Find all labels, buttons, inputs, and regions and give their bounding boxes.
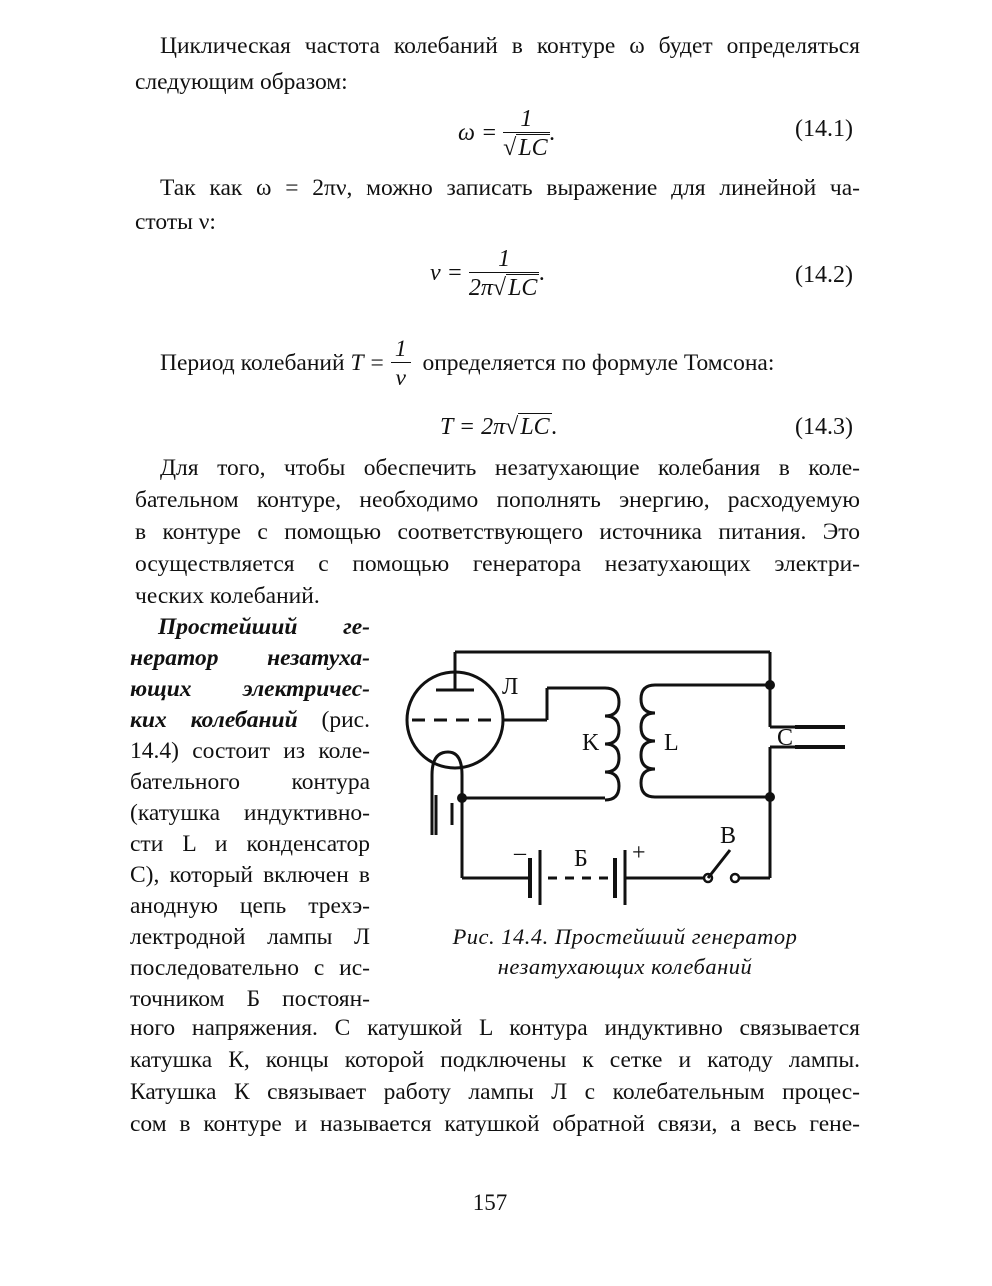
- column-line: анодную цепь трехэ-: [130, 893, 370, 919]
- junction-dot: [765, 792, 775, 802]
- column-line: бательного контура: [130, 769, 370, 795]
- column-line: ющих электричес-: [130, 676, 370, 702]
- numerator: 1: [469, 246, 540, 273]
- column-line: точником Б постоян-: [130, 986, 370, 1012]
- junction-dot: [457, 793, 467, 803]
- equation-number: (14.3): [795, 414, 853, 440]
- text-line: сом в контуре и называется катушкой обратной связи, а весь гене-: [130, 1111, 860, 1137]
- equation-number: (14.1): [795, 116, 853, 142]
- column-line: сти L и конденсатор: [130, 831, 370, 857]
- column-line: лектродной лампы Л: [130, 924, 370, 950]
- text-line: ного напряжения. С катушкой L контура индуктивно связывается: [130, 1015, 860, 1041]
- switch-contact: [731, 874, 739, 882]
- figure-caption: незатухающих колебаний: [497, 954, 753, 979]
- period-line: Период колебаний T = $\frac{1}{\nu}$ определяется по формуле Томсона:: [160, 336, 775, 391]
- coil-k: [605, 688, 619, 800]
- page-number: 157: [472, 1190, 508, 1215]
- numerator: 1: [503, 106, 550, 133]
- equation-lhs: ν =: [430, 260, 463, 287]
- paragraph-line: в контуре с помощью соответствующего источника питания. Это: [135, 519, 860, 545]
- equation-14-2: ν = $\frac{1}{2\pi√LC}$ .: [430, 246, 546, 301]
- column-line: нератор незатуха-: [130, 645, 370, 671]
- fraction: [469, 246, 540, 303]
- column-line: (катушка индуктивно-: [130, 800, 370, 826]
- label-coil-k: K: [582, 730, 600, 756]
- label-lamp: Л: [502, 674, 519, 700]
- denominator: 2π√LC: [468, 275, 538, 301]
- column-line: ких колебаний (рис.: [130, 707, 370, 733]
- text-line: катушка К, концы которой подключены к сетке и катоду лампы.: [130, 1047, 860, 1073]
- label-switch: В: [720, 823, 737, 849]
- text-line: стоты ν:: [135, 209, 216, 235]
- text-line: Циклическая частота колебаний в контуре ω будет определяться: [160, 33, 860, 59]
- paragraph-line: ческих колебаний.: [135, 583, 320, 609]
- equation-14-1: ω = $\frac{1}{√LC}$ .: [458, 106, 556, 161]
- equation-14-3: T = 2π√LC.: [440, 414, 558, 440]
- column-line: 14.4) состоит из коле-: [130, 738, 370, 764]
- text-line: следующим образом:: [135, 69, 348, 95]
- column-line: последовательно с ис-: [130, 955, 370, 981]
- equation-lhs: ω =: [458, 120, 498, 147]
- equation-number: (14.2): [795, 262, 853, 288]
- label-coil-l: L: [664, 730, 679, 756]
- coil-l: [641, 685, 655, 797]
- junction-dot: [765, 680, 775, 690]
- fraction: [503, 106, 550, 163]
- switch-blade: [708, 850, 730, 878]
- figure-caption: Рис. 14.4. Простейший генератор: [452, 924, 798, 949]
- paragraph-line: бательном контуре, необходимо пополнять энергию, расходуемую: [135, 487, 860, 513]
- label-plus: +: [632, 840, 646, 866]
- circuit-diagram: [380, 630, 860, 910]
- column-line: С), который включен в: [130, 862, 370, 888]
- label-battery: Б: [574, 846, 588, 872]
- label-minus: –: [514, 840, 526, 866]
- label-capacitor: C: [777, 725, 794, 751]
- text-line: Так как ω = 2πν, можно записать выражение для линейной ча-: [160, 175, 860, 201]
- text-line: Катушка К связывает работу лампы Л с колебательным процес-: [130, 1079, 860, 1105]
- column-line: Простейший ге-: [158, 614, 370, 640]
- denominator: √LC: [503, 135, 548, 161]
- paragraph-line: осуществляется с помощью генератора незатухающих электри-: [135, 551, 860, 577]
- paragraph-line: Для того, чтобы обеспечить незатухающие колебания в коле-: [160, 455, 860, 481]
